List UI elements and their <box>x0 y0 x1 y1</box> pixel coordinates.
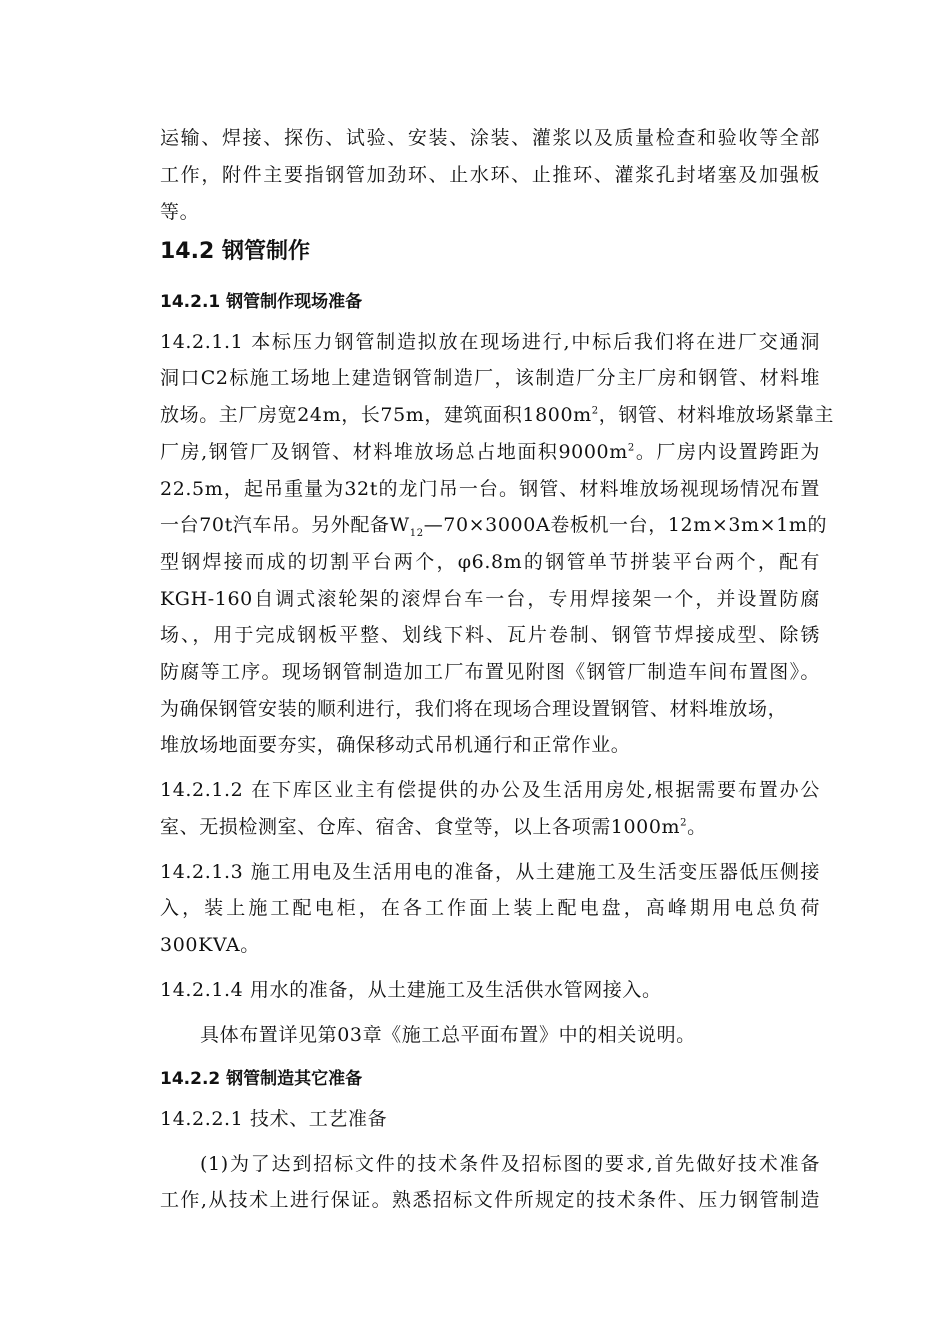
intro-line-3: 等。 <box>160 201 200 223</box>
para-14-2-1-1-line-4: 厂房,钢管厂及钢管、材料堆放场总占地面积$9000m^2$。厂房内设置跨距为 <box>160 441 820 463</box>
para-14-2-1-2-line-1: 14.2.1.2 在下库区业主有偿提供的办公及生活用房处,根据需要布置办公 <box>160 779 820 801</box>
para-14-2-1-3-line-2: 入，装上施工配电柜，在各工作面上装上配电盘，高峰期用电总负荷 <box>160 897 820 919</box>
para-14-2-1-3-line-1: 14.2.1.3 施工用电及生活用电的准备，从土建施工及生活变压器低压侧接 <box>160 861 820 883</box>
para-14-2-1-1-line-7: 型钢焊接而成的切割平台两个，φ6.8m的钢管单节拼装平台两个，配有 <box>160 551 820 573</box>
para-14-2-1-1-line-8: KGH-160自调式滚轮架的滚焊台车一台，专用焊接架一个，并设置防腐 <box>160 588 820 610</box>
section-heading-14-2: 14.2 钢管制作 <box>160 239 310 264</box>
para-14-2-1-1-line-11: 为确保钢管安装的顺利进行，我们将在现场合理设置钢管、材料堆放场， <box>160 698 788 720</box>
para-14-2-1-1-line-12: 堆放场地面要夯实，确保移动式吊机通行和正常作业。 <box>160 734 631 756</box>
para-14-2-1-1-line-5: 22.5m，起吊重量为32t的龙门吊一台。钢管、材料堆放场视现场情况布置 <box>160 478 820 500</box>
para-14-2-1-1-line-10: 防腐等工序。现场钢管制造加工厂布置见附图《钢管厂制造车间布置图》。 <box>160 661 820 683</box>
intro-line-2: 工作，附件主要指钢管加劲环、止水环、止推环、灌浆孔封堵塞及加强板 <box>160 164 820 186</box>
para-14-2-1-2-line-2: 室、无损检测室、仓库、宿舍、食堂等，以上各项需$1000m^2$。 <box>160 816 707 838</box>
para-14-2-1-1-line-2: 洞口C2标施工场地上建造钢管制造厂，该制造厂分主厂房和钢管、材料堆 <box>160 367 820 389</box>
para-14-2-1-1-line-6: 一台70t汽车吊。另外配备$W_{12}—70\times 3000A$卷板机一台，12m×3m×1m的 <box>160 514 828 539</box>
para-14-2-1-1-line-3: 放场。主厂房宽24m，长75m，建筑面积$1800m^2$，钢管、材料堆放场紧靠主 <box>160 404 834 426</box>
para-14-2-1-1-line-9: 场、，用于完成钢板平整、划线下料、瓦片卷制、钢管节焊接成型、除锈 <box>160 624 820 646</box>
para-14-2-1-4-line-1: 14.2.1.4 用水的准备，从土建施工及生活供水管网接入。 <box>160 979 662 1001</box>
item-1-line-2: 工作,从技术上进行保证。熟悉招标文件所规定的技术条件、压力钢管制造 <box>160 1189 820 1211</box>
section-heading-14-2-1: 14.2.1 钢管制作现场准备 <box>160 292 363 312</box>
item-1-line-1: (1)为了达到招标文件的技术条件及招标图的要求,首先做好技术准备 <box>200 1153 820 1175</box>
para-14-2-1-3-line-3: 300KVA。 <box>160 934 260 956</box>
para-14-2-1-1-line-1: 14.2.1.1 本标压力钢管制造拟放在现场进行,中标后我们将在进厂交通洞 <box>160 331 820 353</box>
subsection-14-2-2-1: 14.2.2.1 技术、工艺准备 <box>160 1108 388 1130</box>
section-heading-14-2-2: 14.2.2 钢管制造其它准备 <box>160 1069 363 1089</box>
para-layout-note: 具体布置详见第03章《施工总平面布置》中的相关说明。 <box>200 1024 696 1046</box>
intro-line-1: 运输、焊接、探伤、试验、安装、涂装、灌浆以及质量检查和验收等全部 <box>160 127 820 149</box>
